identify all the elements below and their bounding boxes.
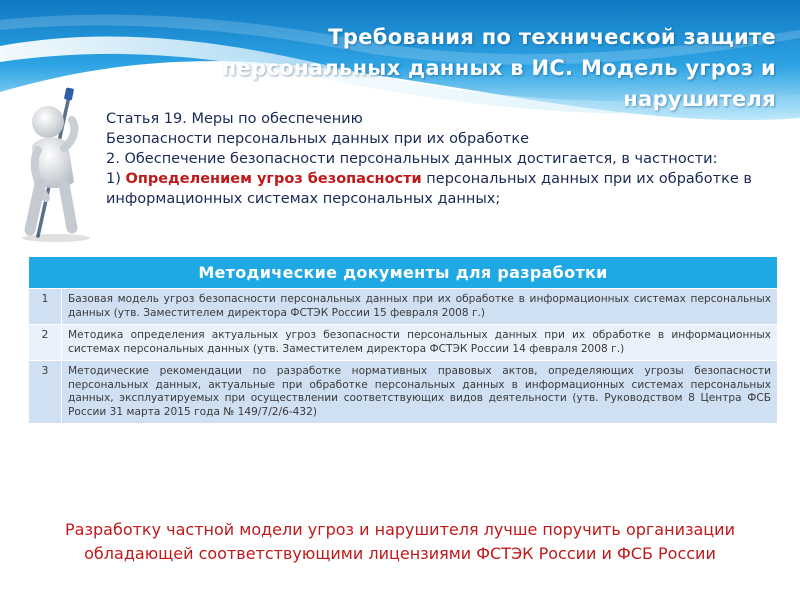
- row-number: 3: [29, 361, 62, 424]
- article-text: [106, 109, 766, 209]
- table-row: [29, 361, 778, 424]
- documents-table: [28, 256, 778, 424]
- footer-note: Разработку частной модели угроз и нарушителя лучше поручить организации обладающей соответствующими лицензиями ФСТЭК России и ФСБ России: [65, 520, 735, 563]
- person-holding-pen-icon: [8, 86, 104, 246]
- article-heading: Статья 19. Меры по обеспечению: [106, 111, 363, 127]
- row-number: 2: [29, 325, 62, 361]
- item-rest: персональных данных при их обработке в информационных системах персональных данных: [106, 171, 752, 207]
- article-item-1: [106, 169, 766, 209]
- row-text: Методика определения актуальных угроз безопасности персональных данных при их обработке в информационных системах персональных данных (утв. Заместителем директора ФСТЭК России 14 февраля 2008 г.): [62, 325, 778, 361]
- row-number: 1: [29, 289, 62, 325]
- table-row: [29, 325, 778, 361]
- slide-title: Требования по технической защите персональных данных в ИС. Модель угроз и нарушителя: [221, 25, 776, 111]
- item-prefix: 1): [106, 171, 126, 187]
- item-highlight: Определением угроз безопасности: [125, 171, 422, 187]
- table-row: [29, 289, 778, 325]
- item-end: ;: [495, 191, 501, 207]
- article-subheading: Безопасности персональных данных при их обработке: [106, 131, 530, 147]
- article-point-2: 2. Обеспечение безопасности персональных данных достигается, в частности:: [106, 151, 718, 167]
- table-header: Методические документы для разработки: [29, 257, 778, 289]
- row-text: Базовая модель угроз безопасности персональных данных при их обработке в информационных системах персональных данных (утв. Заместителем директора ФСТЭК России 15 февраля 2008 г.): [62, 289, 778, 325]
- row-text: Методические рекомендации по разработке нормативных правовых актов, определяющих угрозы безопасности персональных данных, актуальные при обработке персональных данных в информационных системах персональных данных, эксплуатируемых при осуществлении соответствующих видов деятельности (утв. Руководством 8 Центра ФСБ России 31 марта 2015 года № 149/7/2/6-432): [62, 361, 778, 424]
